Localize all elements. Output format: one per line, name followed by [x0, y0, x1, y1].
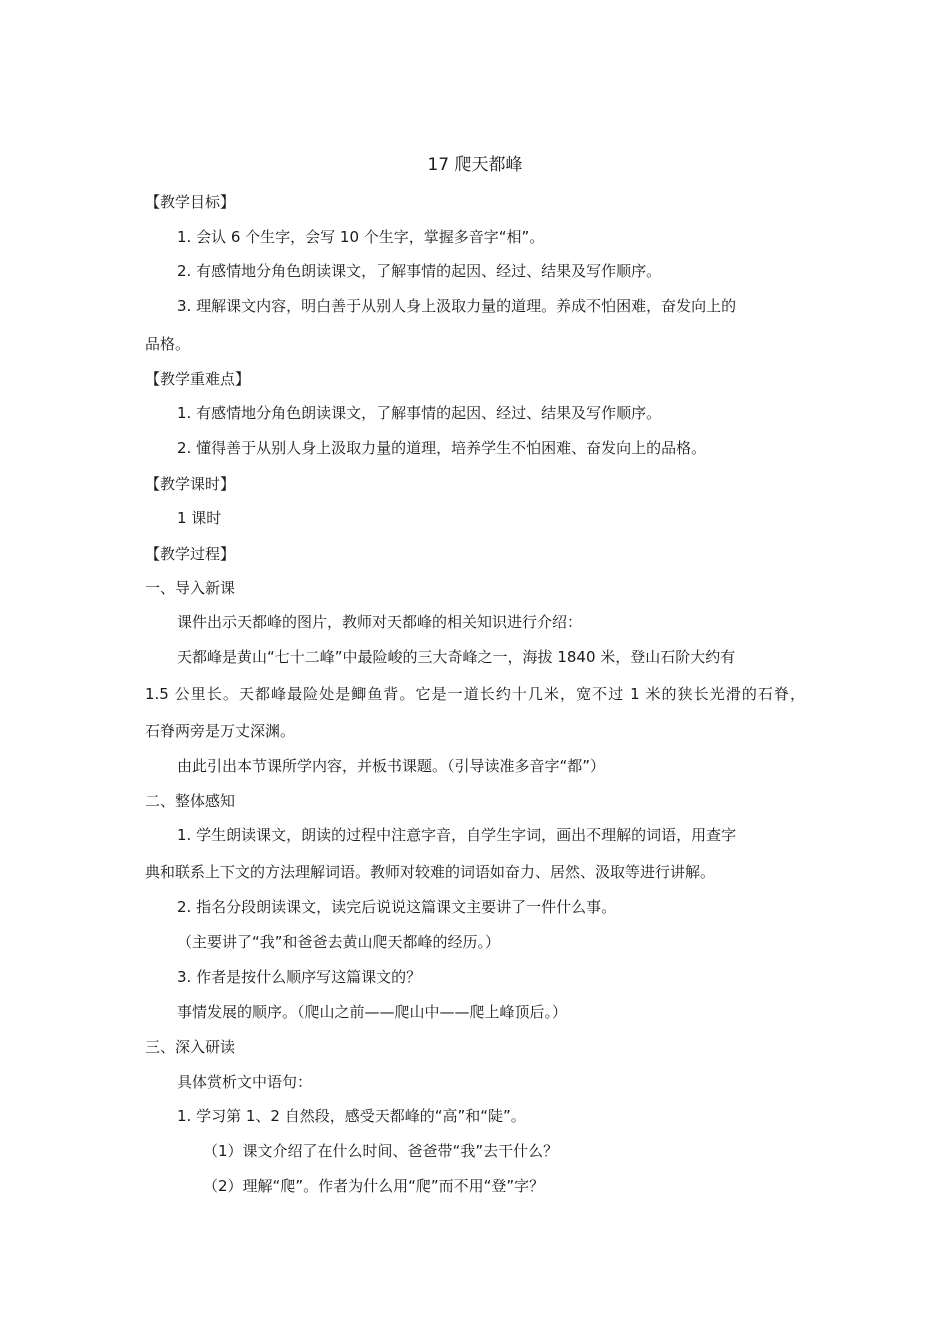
- paragraph: 1 课时: [177, 509, 222, 527]
- paragraph: 2. 懂得善于从别人身上汲取力量的道理，培养学生不怕困难、奋发向上的品格。: [177, 439, 707, 457]
- paragraph: 3. 作者是按什么顺序写这篇课文的？: [177, 968, 422, 986]
- paragraph-continuation: 1.5 公里长。天都峰最险处是鲫鱼背。它是一道长约十几米，宽不过 1 米的狭长光滑的石脊，: [145, 685, 805, 703]
- paragraph: （1）课文介绍了在什么时间、爸爸带“我”去干什么？: [203, 1142, 559, 1160]
- section-heading-key-points: 【教学重难点】: [145, 370, 251, 388]
- section-heading-periods: 【教学课时】: [145, 475, 236, 493]
- section-heading-process: 【教学过程】: [145, 545, 236, 563]
- paragraph: 天都峰是黄山“七十二峰”中最险峻的三大奇峰之一，海拔 1840 米，登山石阶大约有: [177, 648, 736, 666]
- paragraph: 具体赏析文中语句：: [177, 1073, 313, 1091]
- paragraph: 1. 会认 6 个生字，会写 10 个生字，掌握多音字“相”。: [177, 228, 545, 246]
- paragraph: 课件出示天都峰的图片，教师对天都峰的相关知识进行介绍：: [177, 613, 583, 631]
- subsection-heading: 一、导入新课: [145, 579, 236, 597]
- subsection-heading: 二、整体感知: [145, 792, 236, 810]
- paragraph: 3. 理解课文内容，明白善于从别人身上汲取力量的道理。养成不怕困难，奋发向上的: [177, 297, 737, 315]
- paragraph: 1. 学生朗读课文，朗读的过程中注意字音，自学生字词，画出不理解的词语，用查字: [177, 826, 737, 844]
- page-title: 17 爬天都峰: [427, 155, 523, 175]
- section-heading-objectives: 【教学目标】: [145, 193, 236, 211]
- paragraph: 2. 指名分段朗读课文，读完后说说这篇课文主要讲了一件什么事。: [177, 898, 617, 916]
- paragraph: （主要讲了“我”和爸爸去黄山爬天都峰的经历。）: [177, 933, 501, 951]
- paragraph: 2. 有感情地分角色朗读课文，了解事情的起因、经过、结果及写作顺序。: [177, 262, 662, 280]
- subsection-heading: 三、深入研读: [145, 1038, 236, 1056]
- paragraph: 1. 有感情地分角色朗读课文，了解事情的起因、经过、结果及写作顺序。: [177, 404, 662, 422]
- paragraph-continuation: 石脊两旁是万丈深渊。: [145, 722, 296, 740]
- paragraph: （2）理解“爬”。作者为什么用“爬”而不用“登”字？: [203, 1177, 545, 1195]
- paragraph: 事情发展的顺序。（爬山之前——爬山中——爬上峰顶后。）: [177, 1003, 568, 1021]
- paragraph: 由此引出本节课所学内容，并板书课题。（引导读准多音字“都”）: [177, 757, 606, 775]
- paragraph-continuation: 品格。: [145, 335, 191, 353]
- paragraph: 1. 学习第 1、2 自然段，感受天都峰的“高”和“陡”。: [177, 1107, 526, 1125]
- paragraph-continuation: 典和联系上下文的方法理解词语。教师对较难的词语如奋力、居然、汲取等进行讲解。: [145, 863, 716, 881]
